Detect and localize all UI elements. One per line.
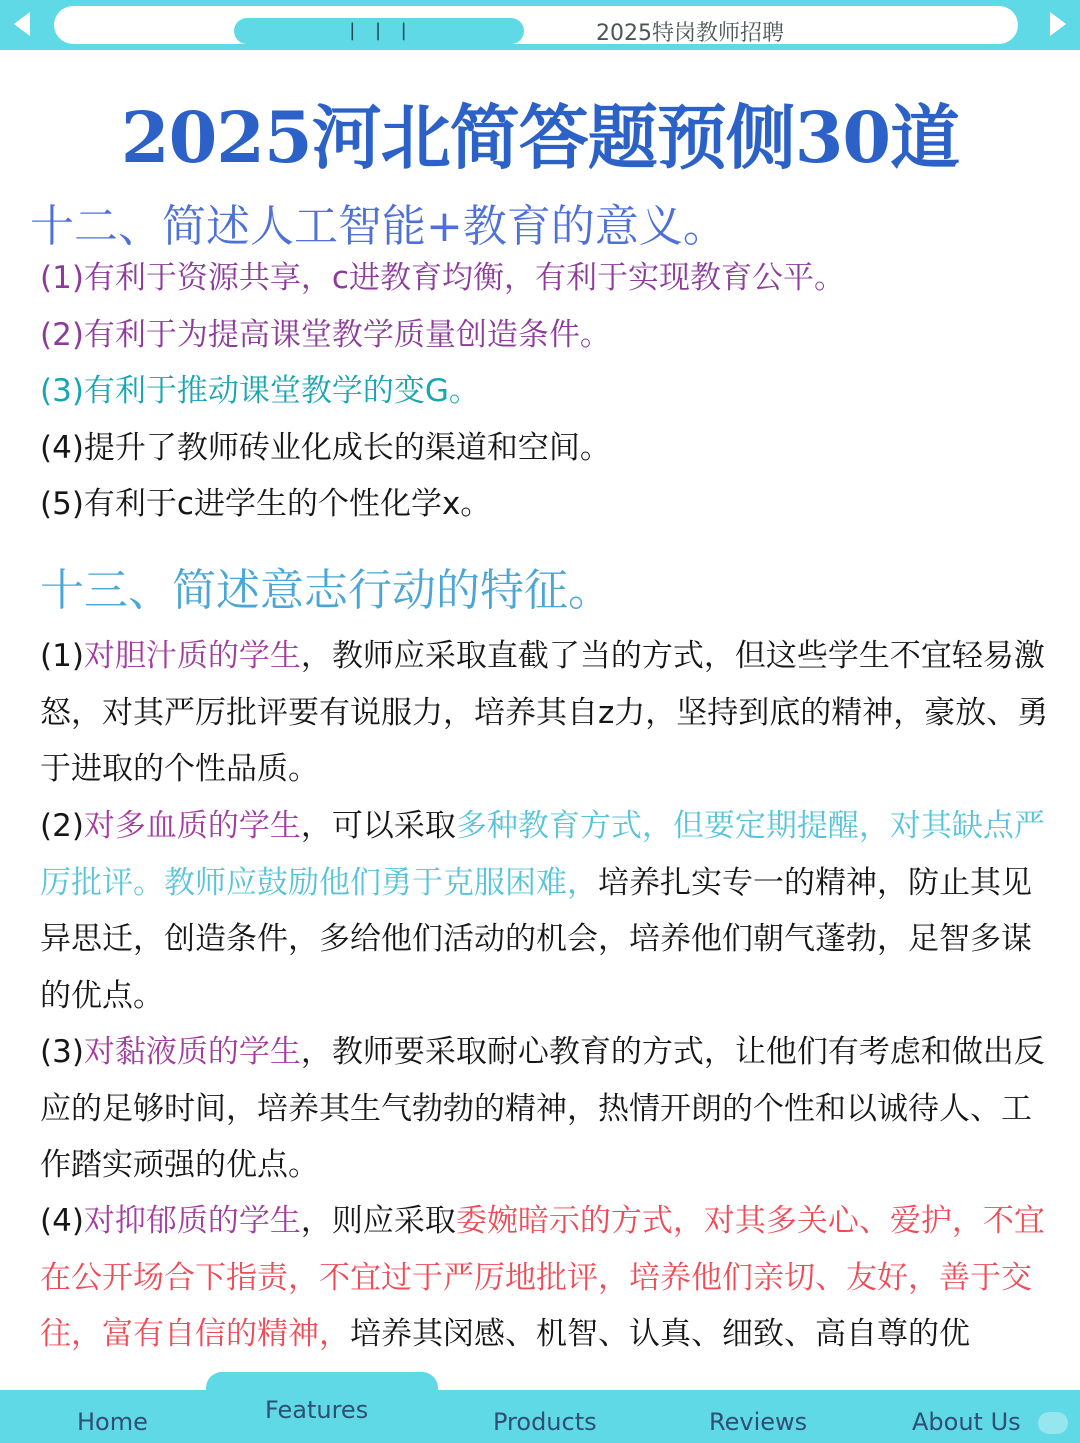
para-highlight: 委婉暗示的方式，对其多关心、爱护，不宜在公开场合下指责，不宜过于严厉地批评，培养他们亲切、友好，善于交往，富有自信的精神， — [40, 1203, 1045, 1352]
para-lead: 对黏液质的学生 — [83, 1034, 301, 1070]
section-12-heading: 十二、简述人工智能+教育的意义。 — [30, 201, 727, 252]
page-tab-title: 2025特岗教师招聘 — [596, 21, 784, 46]
paragraph-4 — [40, 1193, 1050, 1363]
para-text: 培养扎实专一的精神，防止其见异思迁，创造条件，多给他们活动的机会，培养他们朝气蓬勃，足智多谋的优点。 — [40, 864, 1032, 1014]
para-text: ，可以采取 — [300, 808, 456, 844]
nav-products[interactable]: Products — [493, 1408, 597, 1436]
section-13-heading: 十三、简述意志行动的特征。 — [40, 565, 612, 616]
page-title: 2025河北简答题预侧30道 — [120, 96, 960, 179]
title-pill — [54, 6, 1018, 44]
paragraph-3 — [40, 1024, 1050, 1194]
nav-features[interactable]: Features — [265, 1396, 369, 1424]
para-text: 培养其闵感、机智、认真、细致、高自尊的优 — [350, 1316, 970, 1352]
list-item: (3)有利于推动课堂教学的变G。 — [40, 373, 480, 409]
nav-about-us[interactable]: About Us — [912, 1408, 1021, 1436]
para-text: ，则应采取 — [300, 1203, 456, 1239]
list-item: (1)有利于资源共享，c进教育均衡，有利于实现教育公平。 — [40, 260, 845, 296]
prev-arrow-icon[interactable] — [14, 12, 30, 36]
para-lead: 对抑郁质的学生 — [83, 1203, 301, 1239]
para-number: (4) — [40, 1203, 84, 1239]
list-item: (5)有利于c进学生的个性化学x。 — [40, 486, 492, 522]
nav-reviews[interactable]: Reviews — [709, 1408, 808, 1436]
list-item: (2)有利于为提高课堂教学质量创造条件。 — [40, 317, 611, 353]
watermark-badge — [1038, 1412, 1068, 1434]
menu-pill[interactable] — [234, 18, 524, 44]
list-item: (4)提升了教师砖业化成长的渠道和空间。 — [40, 430, 611, 466]
paragraph-1 — [40, 628, 1050, 798]
paragraph-2 — [40, 798, 1050, 1024]
para-number: (3) — [40, 1034, 84, 1070]
para-text: ，教师要采取耐心教育的方式，让他们有考虑和做出反应的足够时间，培养其生气勃勃的精神，热情开朗的个性和以诚待人、工作踏实顽强的优点。 — [40, 1034, 1045, 1183]
para-number: (1) — [40, 638, 84, 674]
para-highlight: 多种教育方式，但要定期提醒，对其缺点严厉批评。教师应鼓励他们勇于克服困难， — [40, 808, 1045, 901]
para-text: ，教师应采取直截了当的方式，但这些学生不宜轻易激怒，对其严厉批评要有说服力，培养其自z力，坚持到底的精神，豪放、勇于进取的个性品质。 — [40, 638, 1049, 787]
para-number: (2) — [40, 808, 84, 844]
nav-home[interactable]: Home — [77, 1408, 148, 1436]
next-arrow-icon[interactable] — [1050, 12, 1066, 36]
para-lead: 对多血质的学生 — [83, 808, 301, 844]
menu-pill-label: | | | — [346, 20, 412, 41]
para-lead: 对胆汁质的学生 — [83, 638, 301, 674]
